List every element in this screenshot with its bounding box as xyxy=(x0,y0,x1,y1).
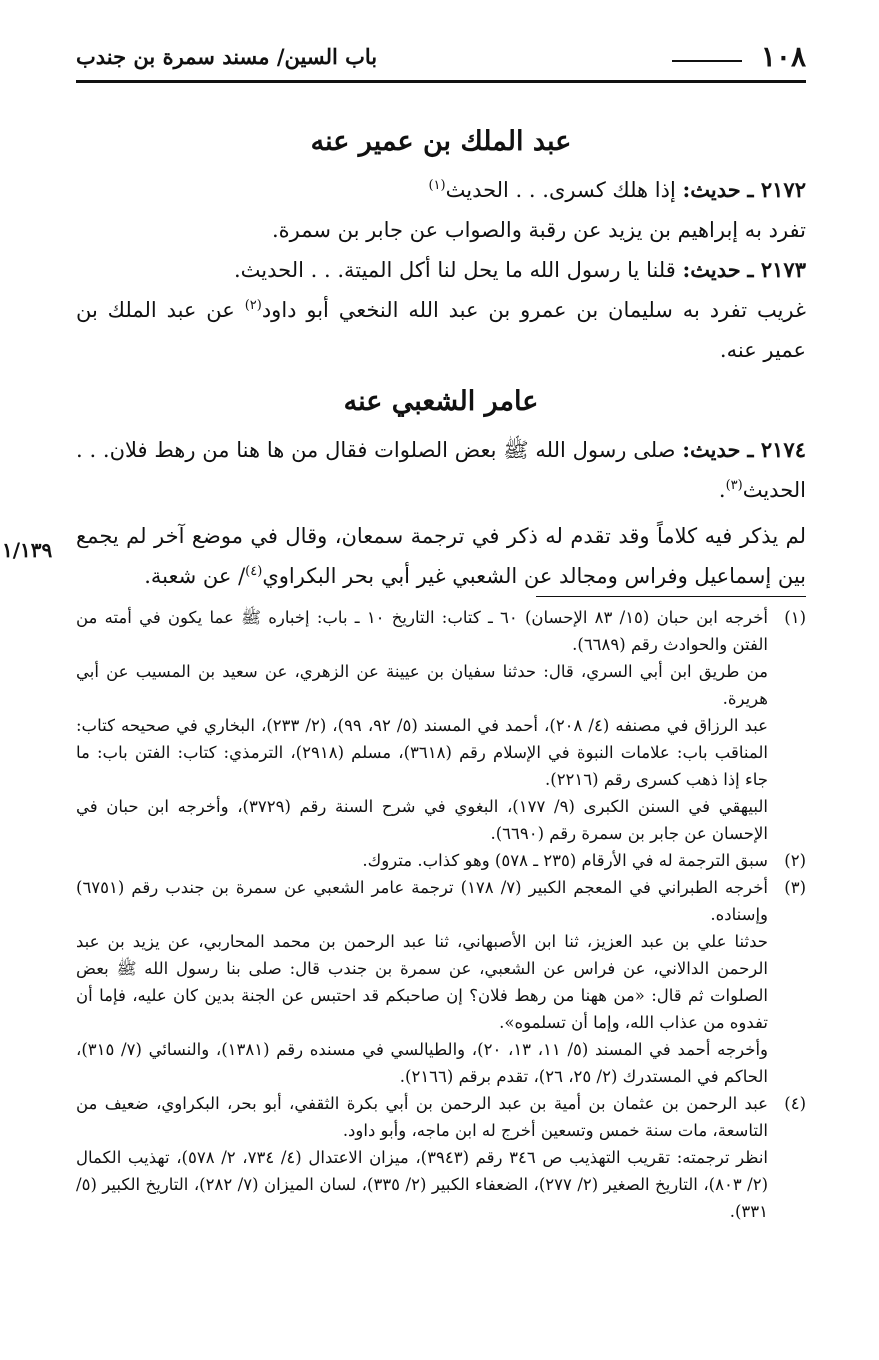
footnote-line: أخرجه ابن حبان (١٥/ ٨٣ الإحسان) ٦٠ ـ كتاب: التاريخ ١٠ ـ باب: إخباره ﷺ عما يكون في أمته من الفتن والحوادث رقم (٦٦٨٩). xyxy=(76,608,768,654)
footnote-mark: (٢) xyxy=(784,851,806,870)
footnote-4 xyxy=(76,1090,806,1225)
hadith-number: ٢١٧٤ ـ xyxy=(747,437,806,462)
footnote-ref-3: (٣) xyxy=(725,478,743,493)
footnote-ref-1: (١) xyxy=(428,178,446,193)
comment-text-end: / عن شعبة. xyxy=(144,564,246,588)
comment-text: لم يذكر فيه كلاماً وقد تقدم له ذكر في ترجمة سمعان، وقال في موضع آخر لم يجمع بين إسماعيل وفراس ومجالد عن الشعبي غير أبي بحر البكراوي xyxy=(76,524,806,588)
footnote-separator xyxy=(536,596,806,597)
footnote-mark: (٣) xyxy=(784,878,806,897)
hadith-text: صلى رسول الله ﷺ بعض الصلوات فقال من ها هنا من رهط فلان. . . الحديث xyxy=(76,438,806,502)
hadith-2174-comment xyxy=(76,516,806,596)
hadith-2173-comment xyxy=(76,290,806,370)
section-heading-amir-al-shabi: عامر الشعبي عنه xyxy=(343,386,539,417)
footnote-line: وأخرجه أحمد في المسند (٥/ ١١، ١٣، ٢٠)، والطيالسي في مسنده رقم (١٣٨١)، والنسائي (٧/ ٣١٥)، الحاكم في المستدرك (٢/ ٢٥، ٢٦)، تقدم برقم (٢١٦٦). xyxy=(76,1040,769,1086)
footnotes xyxy=(76,604,806,1225)
hadith-keyword: حديث: xyxy=(682,257,741,282)
footnote-line: عبد الرحمن بن عثمان بن أمية بن عبد الرحمن بن أبي بكرة الثقفي، أبو بحر، البكراوي، ضعيف من التاسعة، مات سنة خمس وتسعين أخرج له ابن ماجه، وأبو داود. xyxy=(76,1094,768,1140)
footnote-3 xyxy=(76,874,806,1090)
section-heading-abd-al-malik: عبد الملك بن عمير عنه xyxy=(310,126,572,157)
page-header xyxy=(76,38,806,78)
hadith-text: قلنا يا رسول الله ما يحل لنا أكل الميتة. . . الحديث. xyxy=(234,258,676,282)
hadith-2172-comment: تفرد به إبراهيم بن يزيد عن رقبة والصواب عن جابر بن سمرة. xyxy=(271,218,806,242)
footnote-line: عبد الرزاق في مصنفه (٤/ ٢٠٨)، أحمد في المسند (٥/ ٩٢، ٩٩)، (٢/ ٢٣٣)، البخاري في صحيحه كتاب: المناقب باب: علامات النبوة في الإسلام رقم (٣٦١٨)، مسلم (٢٩١٨)، الترمذي: كتاب: الفتن باب: ما جاء إذا ذهب كسرى رقم (٢٢١٦). xyxy=(76,716,768,789)
hadith-number: ٢١٧٣ ـ xyxy=(747,257,806,282)
footnote-line: أخرجه الطبراني في المعجم الكبير (٧/ ١٧٨) ترجمة عامر الشعبي عن سمرة بن جندب رقم (٦٧٥١) وإسناده. xyxy=(76,878,768,924)
footnote-line: حدثنا علي بن عبد العزيز، ثنا ابن الأصبهاني، ثنا عبد الرحمن بن محمد المحاربي، عن يزيد بن عبد الرحمن الدالاني، عن فراس عن الشعبي، عن سمرة بن جندب قال: صلى بنا رسول الله ﷺ بعض الصلوات ثم قال: «من ههنا من رهط فلان؟ إن صاحبكم قد احتبس عن الجنة بدين كان عليه، فإما أن تفدوه من عذاب الله، وإما أن تسلموه». xyxy=(76,932,768,1032)
footnote-mark: (١) xyxy=(784,608,806,627)
header-dash xyxy=(672,60,742,62)
hadith-2172 xyxy=(76,170,806,210)
footnote-line: انظر ترجمته: تقريب التهذيب ص ٣٤٦ رقم (٣٩٤٣)، ميزان الاعتدال (٤/ ٧٣٤، ٢/ ٥٧٨)، تهذيب الكمال (٢/ ٨٠٣)، التاريخ الصغير (٢/ ٢٧٧)، الضعفاء الكبير (٢/ ٣٣٥)، لسان الميزان (٧/ ٢٨٢)، التاريخ الكبير (٥/ ٣٣١). xyxy=(76,1148,769,1221)
page-number: ١٠٨ xyxy=(760,40,806,73)
footnote-line: سبق الترجمة له في الأرقام (٢٣٥ ـ ٥٧٨) وهو كذاب. متروك. xyxy=(362,851,768,870)
hadith-number: ٢١٧٢ ـ xyxy=(747,177,806,202)
header-rule xyxy=(76,80,806,83)
hadith-2174 xyxy=(76,430,806,510)
hadith-2173 xyxy=(76,250,806,290)
comment-text-end: عن عبد الملك بن عمير عنه. xyxy=(76,298,806,362)
footnote-mark: (٤) xyxy=(784,1094,806,1113)
margin-manuscript-ref: ١/١٣٩ xyxy=(2,538,53,562)
footnote-line: من طريق ابن أبي السري، قال: حدثنا سفيان بن عيينة عن الزهري، عن سعيد بن المسيب عن أبي هريرة. xyxy=(76,662,768,708)
footnote-ref-2: (٢) xyxy=(244,298,262,313)
footnote-line: البيهقي في السنن الكبرى (٩/ ١٧٧)، البغوي في شرح السنة رقم (٣٧٢٩)، وأخرجه ابن حبان في الإحسان عن جابر بن سمرة رقم (٦٦٩٠). xyxy=(76,797,768,843)
footnote-1 xyxy=(76,604,806,847)
comment-text: غريب تفرد به سليمان بن عمرو بن عبد الله النخعي أبو داود xyxy=(261,298,806,322)
main-text xyxy=(76,110,806,596)
running-title: باب السين/ مسند سمرة بن جندب xyxy=(76,44,378,69)
hadith-text: إذا هلك كسرى. . . الحديث xyxy=(445,178,676,202)
footnote-ref-4: (٤) xyxy=(245,564,263,579)
hadith-text-end: . xyxy=(718,478,726,502)
footnote-2 xyxy=(76,847,806,874)
hadith-keyword: حديث: xyxy=(682,437,741,462)
hadith-keyword: حديث: xyxy=(682,177,741,202)
